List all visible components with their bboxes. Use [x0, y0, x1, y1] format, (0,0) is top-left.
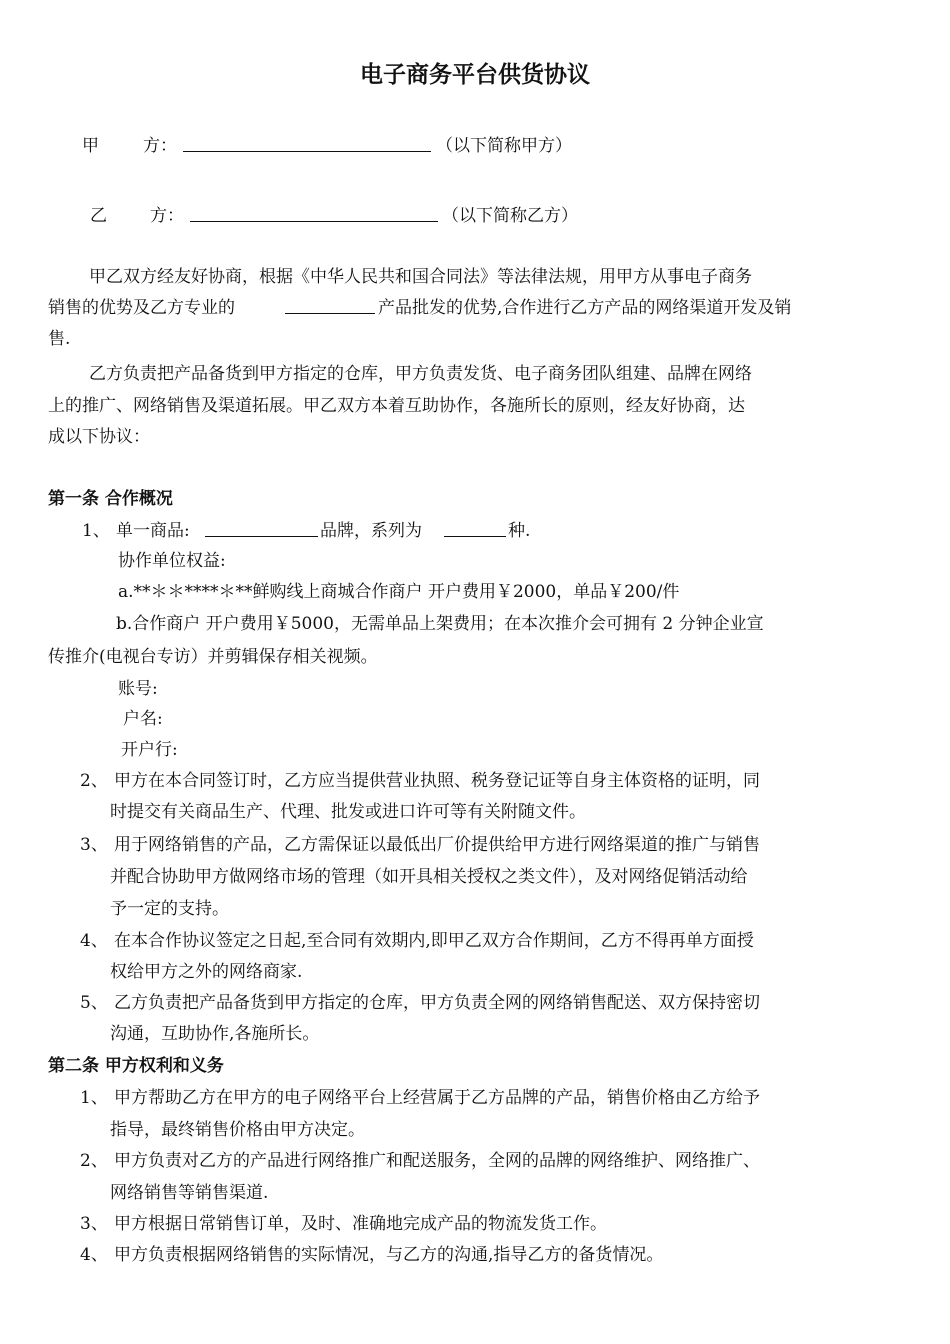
article1-item1-number: 1、 — [82, 521, 110, 541]
article1-item5-line1: 乙方负责把产品备货到甲方指定的仓库，甲方负责全网的网络销售配送、双方保持密切 — [114, 993, 760, 1013]
article2-item3-line1: 甲方根据日常销售订单，及时、准确地完成产品的物流发货工作。 — [114, 1214, 607, 1234]
intro-p2-line1: 乙方负责把产品备货到甲方指定的仓库，甲方负责发货、电子商务团队组建、品牌在网络 — [89, 364, 752, 384]
article2-item1-number: 1、 — [80, 1088, 108, 1108]
article2-item4-number: 4、 — [80, 1245, 108, 1265]
article2-item1-line1: 甲方帮助乙方在甲方的电子网络平台上经营属于乙方品牌的产品，销售价格由乙方给予 — [114, 1088, 760, 1108]
article1-item1-text-b: 品牌，系列为 — [320, 521, 422, 541]
party-a-label-colon: 方： — [143, 136, 177, 156]
benefit-b-line1: b.合作商户 开户费用￥5000，无需单品上架费用；在本次推介会可拥有 2 分钟企业宣 — [116, 614, 764, 634]
article1-item2-line1: 甲方在本合同签订时，乙方应当提供营业执照、税务登记证等自身主体资格的证明，同 — [114, 771, 760, 791]
intro-p2-line2: 上的推广、网络销售及渠道拓展。甲乙双方本着互助协作，各施所长的原则，经友好协商，达 — [48, 396, 745, 416]
account-number-label: 账号: — [118, 679, 158, 699]
article1-item2-number: 2、 — [80, 771, 108, 791]
article2-item3-number: 3、 — [80, 1214, 108, 1234]
page-title: 电子商务平台供货协议 — [360, 61, 590, 88]
intro-p1-line3: 售. — [48, 329, 71, 349]
article1-item1-text-a: 单一商品: — [116, 521, 190, 541]
party-a-blank[interactable] — [183, 135, 431, 158]
article1-item4-number: 4、 — [80, 931, 108, 951]
party-a-label: 甲 — [82, 136, 99, 156]
intro-p2-line3: 成以下协议： — [48, 427, 150, 447]
benefit-a: a.**＊＊****＊**鲜购线上商城合作商户 开户费用￥2000，单品￥200/件 — [118, 582, 680, 602]
party-b-suffix: （以下简称乙方） — [442, 206, 578, 226]
article1-item3-line2: 并配合协助甲方做网络市场的管理（如开具相关授权之类文件），及对网络促销活动给 — [110, 867, 748, 887]
party-b-blank[interactable] — [190, 205, 438, 228]
article2-item2-line2: 网络销售等销售渠道. — [110, 1183, 269, 1203]
intro-p1-line2b: 产品批发的优势,合作进行乙方产品的网络渠道开发及销 — [378, 298, 792, 318]
benefit-b-line2: 传推介(电视台专访）并剪辑保存相关视频。 — [48, 647, 378, 667]
series-count-blank[interactable] — [444, 520, 506, 543]
benefit-label: 协作单位权益: — [118, 551, 226, 571]
party-b-label: 乙 — [90, 206, 107, 226]
article2-item2-number: 2、 — [80, 1151, 108, 1171]
article1-item5-line2: 沟通，互助协作,各施所长。 — [110, 1024, 320, 1044]
intro-product-blank[interactable] — [285, 297, 375, 320]
account-name-label: 户名: — [123, 709, 163, 729]
article1-item4-line1: 在本合作协议签定之日起,至合同有效期内,即甲乙双方合作期间，乙方不得再单方面授 — [114, 931, 754, 951]
article1-item5-number: 5、 — [80, 993, 108, 1013]
brand-blank[interactable] — [205, 520, 318, 543]
bank-label: 开户行: — [121, 740, 178, 760]
article2-heading: 第二条 甲方权利和义务 — [48, 1056, 224, 1076]
article1-heading: 第一条 合作概况 — [48, 489, 173, 509]
party-a-suffix: （以下简称甲方） — [436, 136, 572, 156]
article2-item2-line1: 甲方负责对乙方的产品进行网络推广和配送服务，全网的品牌的网络维护、网络推广、 — [114, 1151, 760, 1171]
article2-item4-line1: 甲方负责根据网络销售的实际情况，与乙方的沟通,指导乙方的备货情况。 — [114, 1245, 664, 1265]
article1-item3-line3: 予一定的支持。 — [110, 899, 229, 919]
article1-item1-text-c: 种. — [508, 521, 531, 541]
article1-item3-number: 3、 — [80, 835, 108, 855]
article1-item2-line2: 时提交有关商品生产、代理、批发或进口许可等有关附随文件。 — [110, 802, 586, 822]
article1-item4-line2: 权给甲方之外的网络商家. — [110, 962, 303, 982]
article1-item3-line1: 用于网络销售的产品，乙方需保证以最低出厂价提供给甲方进行网络渠道的推广与销售 — [114, 835, 760, 855]
intro-p1-line1: 甲乙双方经友好协商，根据《中华人民共和国合同法》等法律法规，用甲方从事电子商务 — [89, 267, 752, 287]
intro-p1-line2a: 销售的优势及乙方专业的 — [48, 298, 235, 318]
party-b-label-colon: 方： — [150, 206, 184, 226]
article2-item1-line2: 指导，最终销售价格由甲方决定。 — [110, 1120, 365, 1140]
